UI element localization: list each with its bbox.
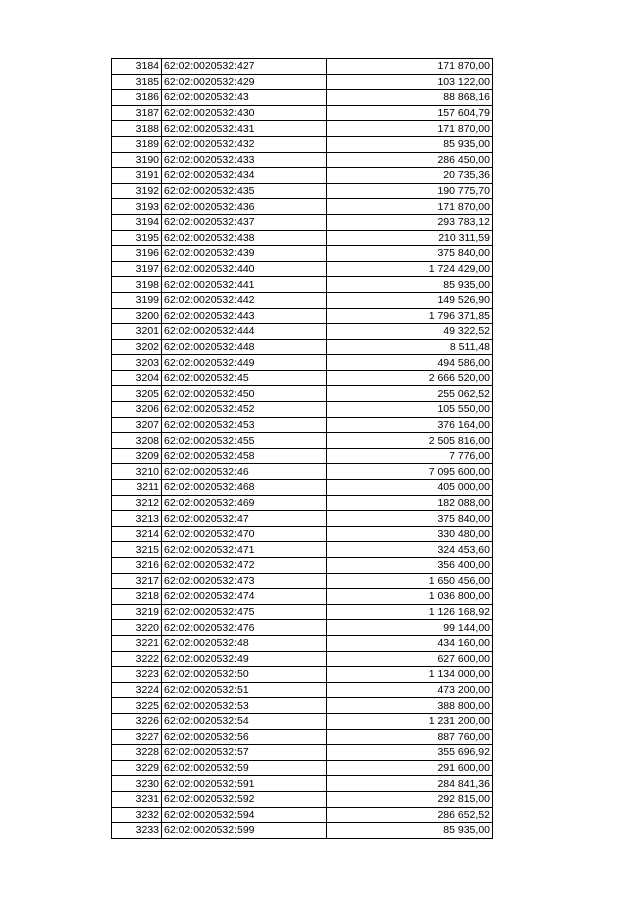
table-row <box>112 136 493 152</box>
value-cell: 375 840,00 <box>327 511 493 527</box>
cadastral-number-cell: 62:02:0020532:434 <box>162 168 327 184</box>
value-cell: 88 868,16 <box>327 90 493 106</box>
value-cell: 2 666 520,00 <box>327 370 493 386</box>
row-number-cell: 3206 <box>112 402 162 418</box>
table-row <box>112 807 493 823</box>
table-row <box>112 791 493 807</box>
cadastral-number-cell: 62:02:0020532:427 <box>162 59 327 75</box>
table-row <box>112 698 493 714</box>
value-cell: 1 724 429,00 <box>327 261 493 277</box>
table-row <box>112 339 493 355</box>
cadastral-number-cell: 62:02:0020532:470 <box>162 526 327 542</box>
cadastral-number-cell: 62:02:0020532:443 <box>162 308 327 324</box>
cadastral-number-cell: 62:02:0020532:458 <box>162 448 327 464</box>
row-number-cell: 3211 <box>112 480 162 496</box>
value-cell: 627 600,00 <box>327 651 493 667</box>
row-number-cell: 3185 <box>112 74 162 90</box>
cadastral-number-cell: 62:02:0020532:46 <box>162 464 327 480</box>
table-row <box>112 308 493 324</box>
table-row <box>112 589 493 605</box>
row-number-cell: 3187 <box>112 105 162 121</box>
cadastral-number-cell: 62:02:0020532:592 <box>162 791 327 807</box>
cadastral-number-cell: 62:02:0020532:599 <box>162 823 327 839</box>
cadastral-number-cell: 62:02:0020532:475 <box>162 604 327 620</box>
cadastral-number-cell: 62:02:0020532:430 <box>162 105 327 121</box>
row-number-cell: 3195 <box>112 230 162 246</box>
value-cell: 356 400,00 <box>327 558 493 574</box>
row-number-cell: 3201 <box>112 324 162 340</box>
row-number-cell: 3232 <box>112 807 162 823</box>
cadastral-number-cell: 62:02:0020532:591 <box>162 776 327 792</box>
cadastral-number-cell: 62:02:0020532:57 <box>162 745 327 761</box>
table-row <box>112 745 493 761</box>
table-row <box>112 105 493 121</box>
value-cell: 157 604,79 <box>327 105 493 121</box>
value-cell: 1 134 000,00 <box>327 667 493 683</box>
table-row <box>112 74 493 90</box>
table-row <box>112 230 493 246</box>
table-row <box>112 417 493 433</box>
table-row <box>112 448 493 464</box>
row-number-cell: 3208 <box>112 433 162 449</box>
row-number-cell: 3190 <box>112 152 162 168</box>
table-row <box>112 558 493 574</box>
table-row <box>112 214 493 230</box>
table-row <box>112 511 493 527</box>
value-cell: 8 511,48 <box>327 339 493 355</box>
value-cell: 1 650 456,00 <box>327 573 493 589</box>
value-cell: 375 840,00 <box>327 246 493 262</box>
value-cell: 20 735,36 <box>327 168 493 184</box>
value-cell: 494 586,00 <box>327 355 493 371</box>
table-row <box>112 183 493 199</box>
cadastral-number-cell: 62:02:0020532:43 <box>162 90 327 106</box>
table-row <box>112 199 493 215</box>
row-number-cell: 3228 <box>112 745 162 761</box>
row-number-cell: 3193 <box>112 199 162 215</box>
cadastral-number-cell: 62:02:0020532:471 <box>162 542 327 558</box>
cadastral-number-cell: 62:02:0020532:53 <box>162 698 327 714</box>
row-number-cell: 3205 <box>112 386 162 402</box>
value-cell: 149 526,90 <box>327 292 493 308</box>
table-row <box>112 823 493 839</box>
cadastral-number-cell: 62:02:0020532:474 <box>162 589 327 605</box>
value-cell: 171 870,00 <box>327 121 493 137</box>
row-number-cell: 3214 <box>112 526 162 542</box>
value-cell: 293 783,12 <box>327 214 493 230</box>
value-cell: 286 450,00 <box>327 152 493 168</box>
cadastral-number-cell: 62:02:0020532:435 <box>162 183 327 199</box>
value-cell: 171 870,00 <box>327 199 493 215</box>
table-row <box>112 261 493 277</box>
row-number-cell: 3184 <box>112 59 162 75</box>
value-cell: 99 144,00 <box>327 620 493 636</box>
value-cell: 291 600,00 <box>327 760 493 776</box>
table-row <box>112 277 493 293</box>
value-cell: 473 200,00 <box>327 682 493 698</box>
value-cell: 85 935,00 <box>327 136 493 152</box>
row-number-cell: 3217 <box>112 573 162 589</box>
table-row <box>112 370 493 386</box>
value-cell: 255 062,52 <box>327 386 493 402</box>
value-cell: 388 800,00 <box>327 698 493 714</box>
row-number-cell: 3209 <box>112 448 162 464</box>
table-row <box>112 480 493 496</box>
table-row <box>112 495 493 511</box>
value-cell: 210 311,59 <box>327 230 493 246</box>
value-cell: 330 480,00 <box>327 526 493 542</box>
table-row <box>112 464 493 480</box>
cadastral-number-cell: 62:02:0020532:437 <box>162 214 327 230</box>
cadastral-number-cell: 62:02:0020532:476 <box>162 620 327 636</box>
cadastral-number-cell: 62:02:0020532:449 <box>162 355 327 371</box>
cadastral-number-cell: 62:02:0020532:431 <box>162 121 327 137</box>
table-row <box>112 168 493 184</box>
row-number-cell: 3207 <box>112 417 162 433</box>
value-cell: 324 453,60 <box>327 542 493 558</box>
table-row <box>112 386 493 402</box>
value-cell: 7 776,00 <box>327 448 493 464</box>
table-row <box>112 713 493 729</box>
cadastral-number-cell: 62:02:0020532:56 <box>162 729 327 745</box>
table-row <box>112 651 493 667</box>
cadastral-number-cell: 62:02:0020532:594 <box>162 807 327 823</box>
row-number-cell: 3233 <box>112 823 162 839</box>
cadastral-value-table <box>111 58 493 839</box>
cadastral-number-cell: 62:02:0020532:444 <box>162 324 327 340</box>
row-number-cell: 3202 <box>112 339 162 355</box>
table-row <box>112 573 493 589</box>
cadastral-number-cell: 62:02:0020532:48 <box>162 635 327 651</box>
row-number-cell: 3199 <box>112 292 162 308</box>
cadastral-number-cell: 62:02:0020532:440 <box>162 261 327 277</box>
value-cell: 355 696,92 <box>327 745 493 761</box>
value-cell: 171 870,00 <box>327 59 493 75</box>
table-row <box>112 292 493 308</box>
cadastral-number-cell: 62:02:0020532:448 <box>162 339 327 355</box>
row-number-cell: 3198 <box>112 277 162 293</box>
cadastral-number-cell: 62:02:0020532:473 <box>162 573 327 589</box>
row-number-cell: 3210 <box>112 464 162 480</box>
row-number-cell: 3227 <box>112 729 162 745</box>
cadastral-number-cell: 62:02:0020532:455 <box>162 433 327 449</box>
value-cell: 376 164,00 <box>327 417 493 433</box>
row-number-cell: 3223 <box>112 667 162 683</box>
cadastral-number-cell: 62:02:0020532:45 <box>162 370 327 386</box>
row-number-cell: 3212 <box>112 495 162 511</box>
table-row <box>112 59 493 75</box>
row-number-cell: 3225 <box>112 698 162 714</box>
row-number-cell: 3215 <box>112 542 162 558</box>
row-number-cell: 3200 <box>112 308 162 324</box>
row-number-cell: 3226 <box>112 713 162 729</box>
row-number-cell: 3203 <box>112 355 162 371</box>
cadastral-number-cell: 62:02:0020532:59 <box>162 760 327 776</box>
value-cell: 49 322,52 <box>327 324 493 340</box>
value-cell: 434 160,00 <box>327 635 493 651</box>
row-number-cell: 3194 <box>112 214 162 230</box>
cadastral-number-cell: 62:02:0020532:432 <box>162 136 327 152</box>
value-cell: 182 088,00 <box>327 495 493 511</box>
table-row <box>112 760 493 776</box>
row-number-cell: 3188 <box>112 121 162 137</box>
cadastral-number-cell: 62:02:0020532:436 <box>162 199 327 215</box>
cadastral-number-cell: 62:02:0020532:47 <box>162 511 327 527</box>
table-body <box>112 59 493 839</box>
row-number-cell: 3219 <box>112 604 162 620</box>
cadastral-number-cell: 62:02:0020532:452 <box>162 402 327 418</box>
value-cell: 292 815,00 <box>327 791 493 807</box>
value-cell: 85 935,00 <box>327 823 493 839</box>
table-row <box>112 682 493 698</box>
value-cell: 2 505 816,00 <box>327 433 493 449</box>
cadastral-number-cell: 62:02:0020532:472 <box>162 558 327 574</box>
cadastral-number-cell: 62:02:0020532:438 <box>162 230 327 246</box>
table-row <box>112 620 493 636</box>
cadastral-number-cell: 62:02:0020532:453 <box>162 417 327 433</box>
cadastral-number-cell: 62:02:0020532:442 <box>162 292 327 308</box>
table-row <box>112 121 493 137</box>
value-cell: 190 775,70 <box>327 183 493 199</box>
row-number-cell: 3191 <box>112 168 162 184</box>
table-row <box>112 433 493 449</box>
cadastral-number-cell: 62:02:0020532:468 <box>162 480 327 496</box>
cadastral-number-cell: 62:02:0020532:49 <box>162 651 327 667</box>
cadastral-number-cell: 62:02:0020532:51 <box>162 682 327 698</box>
cadastral-number-cell: 62:02:0020532:469 <box>162 495 327 511</box>
cadastral-number-cell: 62:02:0020532:429 <box>162 74 327 90</box>
row-number-cell: 3221 <box>112 635 162 651</box>
row-number-cell: 3192 <box>112 183 162 199</box>
row-number-cell: 3229 <box>112 760 162 776</box>
value-cell: 1 231 200,00 <box>327 713 493 729</box>
table-row <box>112 729 493 745</box>
row-number-cell: 3186 <box>112 90 162 106</box>
table-row <box>112 542 493 558</box>
row-number-cell: 3216 <box>112 558 162 574</box>
value-cell: 103 122,00 <box>327 74 493 90</box>
cadastral-number-cell: 62:02:0020532:433 <box>162 152 327 168</box>
table-row <box>112 90 493 106</box>
table-row <box>112 604 493 620</box>
value-cell: 405 000,00 <box>327 480 493 496</box>
row-number-cell: 3204 <box>112 370 162 386</box>
value-cell: 887 760,00 <box>327 729 493 745</box>
value-cell: 7 095 600,00 <box>327 464 493 480</box>
row-number-cell: 3230 <box>112 776 162 792</box>
cadastral-number-cell: 62:02:0020532:54 <box>162 713 327 729</box>
row-number-cell: 3196 <box>112 246 162 262</box>
table-row <box>112 355 493 371</box>
row-number-cell: 3197 <box>112 261 162 277</box>
value-cell: 105 550,00 <box>327 402 493 418</box>
value-cell: 284 841,36 <box>327 776 493 792</box>
cadastral-number-cell: 62:02:0020532:450 <box>162 386 327 402</box>
cadastral-number-cell: 62:02:0020532:50 <box>162 667 327 683</box>
value-cell: 1 126 168,92 <box>327 604 493 620</box>
row-number-cell: 3213 <box>112 511 162 527</box>
row-number-cell: 3220 <box>112 620 162 636</box>
table-row <box>112 667 493 683</box>
table-row <box>112 526 493 542</box>
table-row <box>112 152 493 168</box>
table-row <box>112 324 493 340</box>
value-cell: 85 935,00 <box>327 277 493 293</box>
row-number-cell: 3231 <box>112 791 162 807</box>
row-number-cell: 3222 <box>112 651 162 667</box>
value-cell: 1 796 371,85 <box>327 308 493 324</box>
table-row <box>112 776 493 792</box>
value-cell: 1 036 800,00 <box>327 589 493 605</box>
table-row <box>112 402 493 418</box>
row-number-cell: 3224 <box>112 682 162 698</box>
table-row <box>112 246 493 262</box>
table-row <box>112 635 493 651</box>
value-cell: 286 652,52 <box>327 807 493 823</box>
row-number-cell: 3189 <box>112 136 162 152</box>
row-number-cell: 3218 <box>112 589 162 605</box>
cadastral-number-cell: 62:02:0020532:439 <box>162 246 327 262</box>
cadastral-number-cell: 62:02:0020532:441 <box>162 277 327 293</box>
